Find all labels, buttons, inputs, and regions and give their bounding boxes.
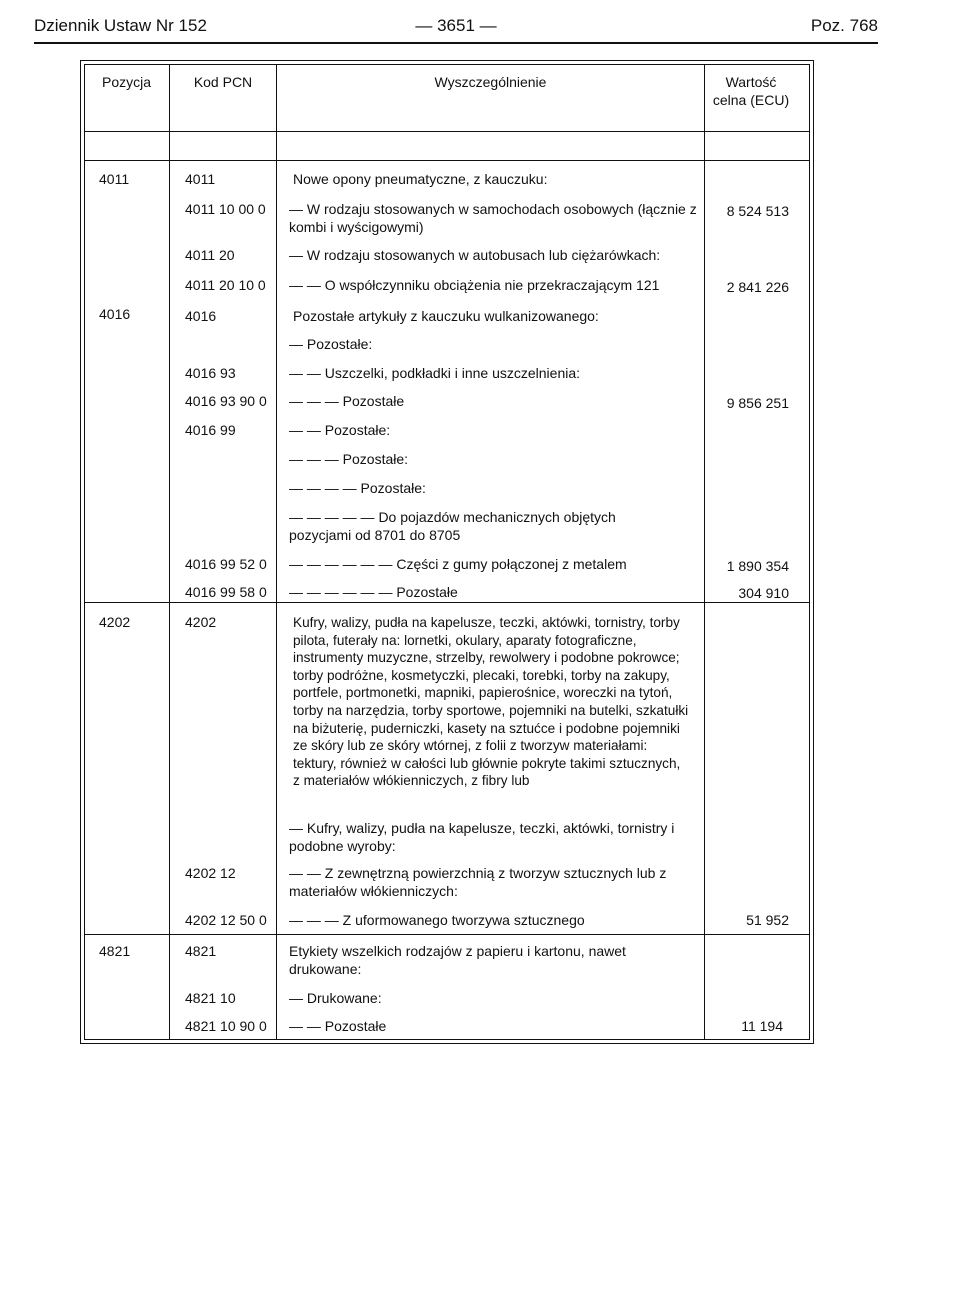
desc-cell: — — — Z uformowanego tworzywa sztucznego bbox=[289, 912, 585, 928]
desc-cell: — — — — — — Pozostałe bbox=[289, 584, 458, 600]
desc-cell: — — Pozostałe bbox=[289, 1018, 387, 1034]
desc-cell: — Pozostałe: bbox=[289, 336, 373, 352]
kod-cell: 4016 99 bbox=[185, 422, 236, 438]
header-wyszczegolnienie: Wyszczególnienie bbox=[434, 74, 547, 90]
kod-cell: 4016 93 bbox=[185, 365, 236, 381]
kod-cell: 4011 10 00 0 bbox=[185, 201, 266, 217]
column-divider bbox=[276, 64, 277, 1040]
kod-cell: 4016 99 52 0 bbox=[185, 556, 267, 572]
value-cell: 11 194 bbox=[741, 1018, 783, 1034]
kod-cell: 4202 bbox=[185, 614, 217, 630]
pozycja-cell: 4016 bbox=[99, 306, 131, 322]
group-divider bbox=[84, 602, 810, 603]
desc-cell: — — — — Pozostałe: bbox=[289, 480, 426, 496]
desc-cell: Etykiety wszelkich rodzajów z papieru i kartonu, nawet drukowane: bbox=[289, 943, 626, 977]
desc-cell: — W rodzaju stosowanych w samochodach osobowych (łącznie z kombi i wyścigowymi) bbox=[289, 201, 697, 235]
kod-cell: 4821 bbox=[185, 943, 217, 959]
desc-cell: — Drukowane: bbox=[289, 990, 382, 1006]
kod-cell: 4011 20 bbox=[185, 247, 235, 263]
pozycja-cell: 4821 bbox=[99, 943, 131, 959]
desc-cell: — — — — — Do pojazdów mechanicznych objętych pozycjami od 8701 do 8705 bbox=[289, 509, 616, 543]
value-cell: 9 856 251 bbox=[726, 395, 789, 411]
desc-cell: Kufry, walizy, pudła na kapelusze, teczki, aktówki, tornistry, torby pilota, futerały na: lornetki, okulary, aparaty fotograficzne, instrumenty muzyczne, strzelby, rewolwery i podobne pokrowce; torby podróżne, kosmetyczki, plecaki, torebki, torby na zakupy, portfele, portmonetki, mapniki, papierośnice, woreczki na tytoń, torby na narzędzia, torby sportowe, pojemniki na butelki, szkatułki na biżuterię, puderniczki, kasety na sztućce i podobne pojemniki ze skóry lub ze skóry wtórnej, z folii z tworzyw materiałami: tektury, również w całości lub głównie pokryte takimi sztucznych, z materiałów włókienniczych, z fibry lub bbox=[293, 615, 689, 789]
desc-cell: — — — Pozostałe: bbox=[289, 451, 409, 467]
header-wartosc-celna: Wartość celna (ECU) bbox=[712, 74, 790, 108]
pozycja-cell: 4202 bbox=[99, 614, 131, 630]
value-cell: 8 524 513 bbox=[726, 203, 789, 219]
group-divider bbox=[84, 934, 810, 935]
kod-cell: 4016 bbox=[185, 308, 217, 324]
kod-cell: 4202 12 bbox=[185, 865, 236, 881]
desc-cell: — — Z zewnętrzną powierzchnią z tworzyw sztucznych lub z materiałów włókienniczych: bbox=[289, 865, 667, 899]
value-cell: 2 841 226 bbox=[726, 279, 789, 295]
value-cell: 1 890 354 bbox=[726, 558, 789, 574]
desc-cell: — — Uszczelki, podkładki i inne uszczelnienia: bbox=[289, 365, 581, 381]
desc-cell: — — — — — — Części z gumy połączonej z metalem bbox=[289, 556, 627, 572]
kod-cell: 4821 10 bbox=[185, 990, 236, 1006]
header-pozycja: Pozycja bbox=[101, 74, 152, 90]
pozycja-cell: 4011 bbox=[99, 171, 130, 187]
value-cell: 304 910 bbox=[738, 585, 789, 601]
header-kod-pcn: Kod PCN bbox=[193, 74, 253, 90]
desc-cell: Nowe opony pneumatyczne, z kauczuku: bbox=[293, 171, 548, 187]
kod-cell: 4821 10 90 0 bbox=[185, 1018, 267, 1034]
kod-cell: 4016 99 58 0 bbox=[185, 584, 267, 600]
desc-cell: — — Pozostałe: bbox=[289, 422, 391, 438]
kod-cell: 4202 12 50 0 bbox=[185, 912, 267, 928]
kod-cell: 4011 20 10 0 bbox=[185, 277, 266, 293]
page-header bbox=[34, 16, 878, 44]
kod-cell: 4016 93 90 0 bbox=[185, 393, 267, 409]
tariff-table bbox=[80, 60, 814, 1044]
column-divider bbox=[169, 64, 170, 1040]
value-cell: 51 952 bbox=[746, 912, 789, 928]
desc-cell: — Kufry, walizy, pudła na kapelusze, teczki, aktówki, tornistry i podobne wyroby: bbox=[289, 820, 675, 854]
header-divider bbox=[84, 131, 810, 132]
desc-cell: — — — Pozostałe bbox=[289, 393, 405, 409]
journal-title: Dziennik Ustaw Nr 152 bbox=[34, 16, 207, 35]
desc-cell: — W rodzaju stosowanych w autobusach lub ciężarówkach: bbox=[289, 247, 661, 263]
position-number: Poz. 768 bbox=[810, 16, 878, 35]
kod-cell: 4011 bbox=[185, 171, 216, 187]
page-number: — 3651 — bbox=[415, 16, 497, 35]
desc-cell: Pozostałe artykuły z kauczuku wulkanizowanego: bbox=[293, 308, 599, 324]
header-divider bbox=[84, 160, 810, 161]
desc-cell: — — O współczynniku obciążenia nie przekraczającym 121 bbox=[289, 277, 660, 293]
